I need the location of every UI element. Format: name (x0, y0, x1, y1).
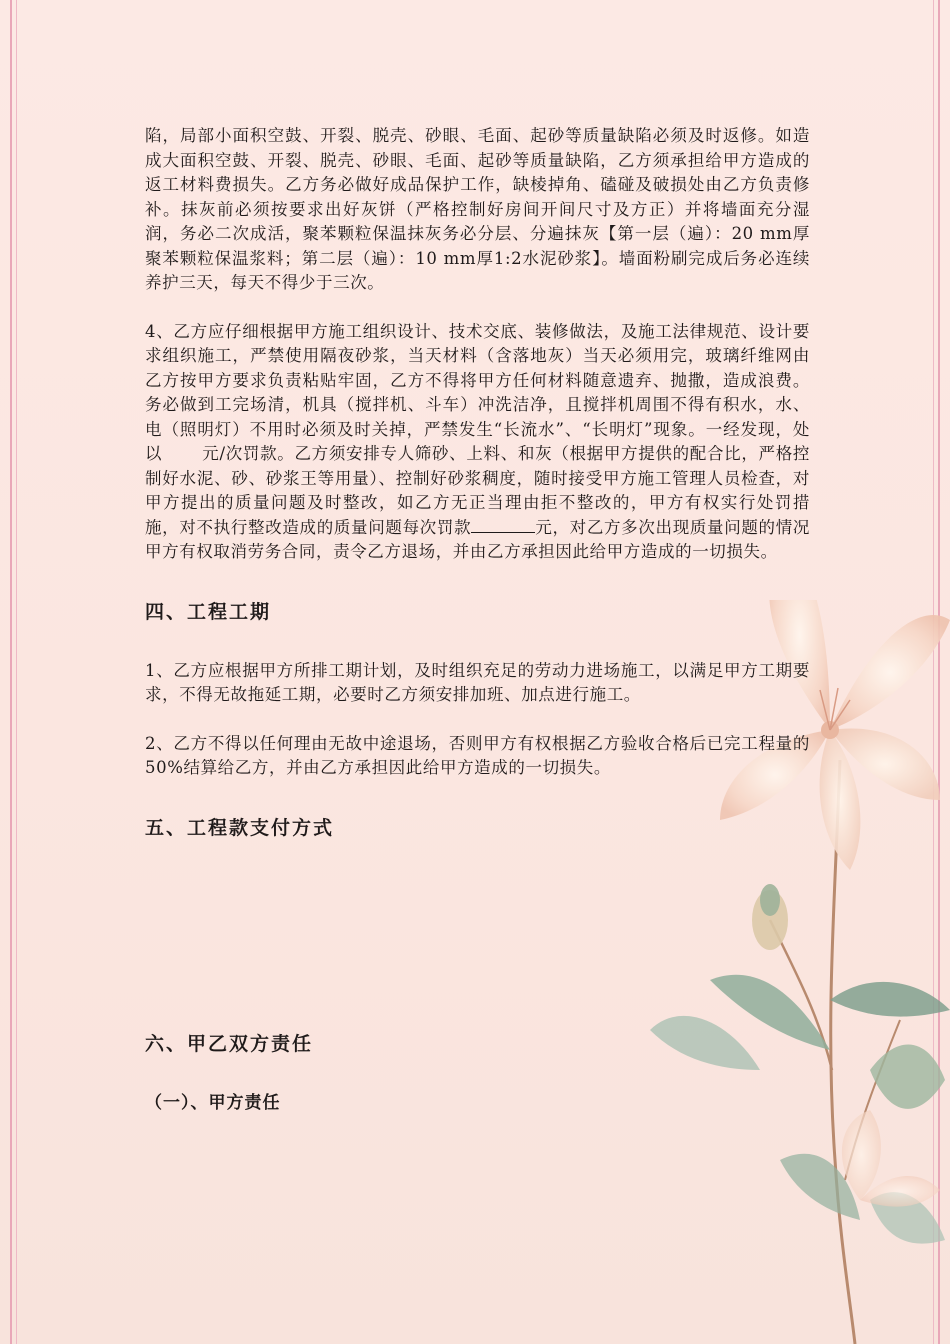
left-border-line (10, 0, 12, 1344)
section-heading-schedule: 四、工程工期 (145, 600, 272, 623)
paragraph-schedule-plan: 1、乙方应根据甲方所排工期计划，及时组织充足的劳动力进场施工，以满足甲方工期要求，不得无故拖延工期，必要时乙方须安排加班、加点进行施工。 (145, 660, 810, 704)
paragraph-text-part-1: 4、乙方应仔细根据甲方施工组织设计、技术交底、装修做法，及施工法律规范、设计要求组织施工，严禁使用隔夜砂浆，当天材料（含落地灰）当天必须用完，玻璃纤维网由乙方按甲方要求负责粘贴牢固，乙方不得将甲方任何材料随意遗弃、抛撒，造成浪费。务必做到工完场清，机具（搅拌机、斗车）冲洗洁净，且搅拌机周围不得有积水，水、电（照明灯）不用时必须及时关掉，严禁发生“长流水”、“长明灯”现象。一经发现，处以 (145, 321, 810, 463)
blank-underline-fine-amount (471, 518, 535, 533)
paragraph-text-part-2: 元/次罚款。乙方须安排专人筛砂、上料、和灰（根据甲方提供的配合比，严格控制好水泥、砂、砂浆王等用量）、控制好砂浆稠度，随时接受甲方施工管理人员检查，对甲方提出的质量问题及时整改，如乙方无正当理由拒不整改的，甲方有权实行处罚措施，对不执行整改造成的质量问题每次罚款 (145, 444, 810, 537)
document-body (145, 124, 810, 1115)
section-heading-payment: 五、工程款支付方式 (145, 816, 335, 839)
paragraph-plastering-quality: 陷，局部小面积空鼓、开裂、脱壳、砂眼、毛面、起砂等质量缺陷必须及时返修。如造成大面积空鼓、开裂、脱壳、砂眼、毛面、起砂等质量缺陷，乙方须承担给甲方造成的返工材料费损失。乙方务必做好成品保护工作，缺棱掉角、磕碰及破损处由乙方负责修补。抹灰前必须按要求出好灰饼（严格控制好房间开间尺寸及方正）并将墙面充分湿润，务必二次成活，聚苯颗粒保温抹灰务必分层、分遍抹灰【第一层（遍）：20 mm厚聚苯颗粒保温浆料；第二层（遍）：10 mm厚1:2水泥砂浆】。墙面粉刷完成后务必连续养护三天，每天不得少于三次。 (145, 126, 810, 292)
paragraph-construction-requirements (145, 320, 810, 565)
paragraph-text-part-3: 元，对乙方多次出现质量问题的情况甲方有权取消劳务合同，责令乙方退场，并由乙方承担因此给甲方造成的一切损失。 (145, 517, 810, 561)
section-heading-responsibilities: 六、甲乙双方责任 (145, 1032, 314, 1055)
subheading-party-a-responsibilities: （一）、甲方责任 (145, 1092, 281, 1113)
paragraph-withdrawal-settlement: 2、乙方不得以任何理由无故中途退场，否则甲方有权根据乙方验收合格后已完工程量的50%结算给乙方，并由乙方承担因此给甲方造成的一切损失。 (145, 733, 810, 777)
left-border-inner-line (16, 0, 17, 1344)
